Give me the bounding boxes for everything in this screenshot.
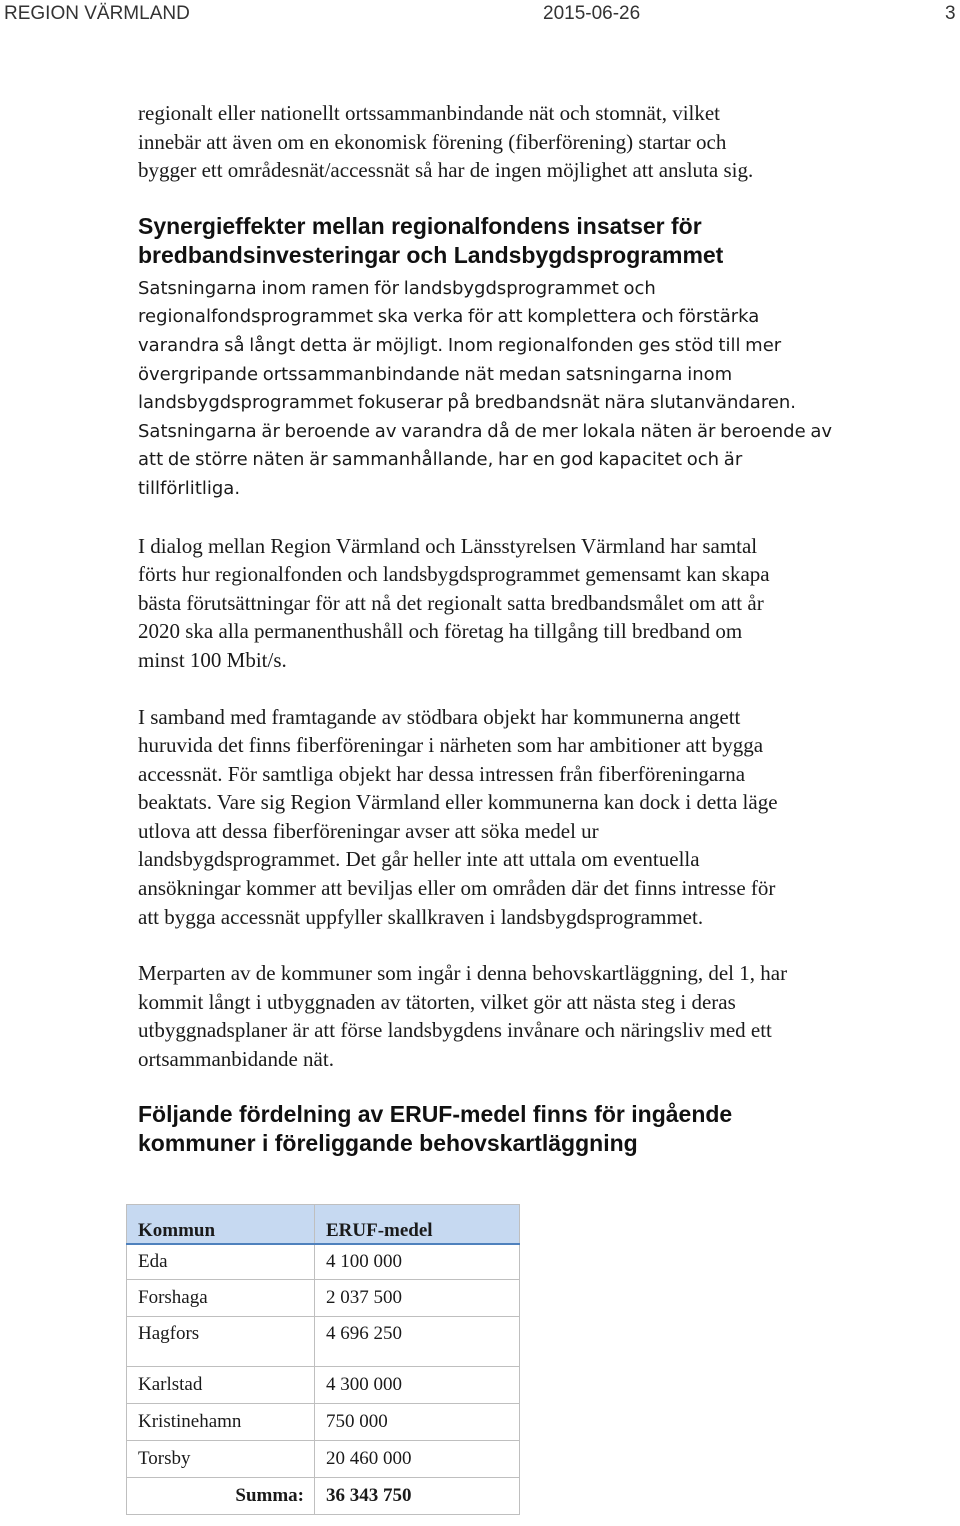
text-line: I dialog mellan Region Värmland och Länsstyrelsen Värmland har samtal bbox=[138, 533, 758, 558]
text-line: att bygga accessnät uppfyller skallkraven i landsbygdsprogrammet. bbox=[138, 904, 704, 929]
section-heading-synergies bbox=[138, 212, 928, 270]
header-page-number: 3 bbox=[945, 3, 956, 24]
table-row bbox=[127, 1280, 520, 1317]
text-line: landsbygdsprogrammet fokuserar på bredbandsnät nära slutanvändaren. bbox=[138, 392, 797, 414]
eruf-table bbox=[126, 1204, 520, 1515]
text-line: beaktats. Vare sig Region Värmland eller kommunerna kan dock i detta läge bbox=[138, 790, 778, 815]
page-header bbox=[0, 0, 960, 30]
column-header-kommun: Kommun bbox=[127, 1205, 315, 1245]
text-line: huruvida det finns fiberföreningar i närheten som har ambitioner att bygga bbox=[138, 733, 764, 758]
text-line: varandra så långt detta är möjligt. Inom regionalfonden ges stöd till mer bbox=[138, 334, 782, 356]
text-line: bästa förutsättningar för att nå det regionalt satta bredbandsmålet om att år bbox=[138, 590, 764, 615]
text-line: Satsningarna inom ramen för landsbygdsprogrammet och bbox=[138, 277, 656, 299]
dialog-paragraph bbox=[138, 532, 928, 675]
cell-kommun: Forshaga bbox=[127, 1280, 315, 1317]
heading-line: kommuner i föreliggande behovskartläggning bbox=[138, 1129, 638, 1156]
text-line: tillförlitliga. bbox=[138, 477, 241, 499]
text-line: utbyggnadsplaner är att förse landsbygdens invånare och näringsliv med ett bbox=[138, 1018, 772, 1043]
cell-medel: 750 000 bbox=[315, 1404, 520, 1441]
cell-kommun: Kristinehamn bbox=[127, 1404, 315, 1441]
table-sum-row bbox=[127, 1478, 520, 1515]
document-body bbox=[138, 99, 928, 1158]
text-line: I samband med framtagande av stödbara objekt har kommunerna angett bbox=[138, 704, 741, 729]
text-line: bygger ett områdesnät/accessnät så har de ingen möjlighet att ansluta sig. bbox=[138, 158, 754, 183]
header-organization: REGION VÄRMLAND bbox=[4, 3, 190, 24]
text-line: ortsammanbidande nät. bbox=[138, 1047, 334, 1072]
sum-label: Summa: bbox=[127, 1478, 315, 1515]
text-line: regionalfondsprogrammet ska verka för att komplettera och förstärka bbox=[138, 306, 760, 328]
table-row bbox=[127, 1404, 520, 1441]
cell-medel: 20 460 000 bbox=[315, 1441, 520, 1478]
text-line: 2020 ska alla permanenthushåll och företag ha tillgång till bredband om bbox=[138, 619, 743, 644]
cell-kommun: Eda bbox=[127, 1244, 315, 1280]
cell-medel: 2 037 500 bbox=[315, 1280, 520, 1317]
cell-medel: 4 100 000 bbox=[315, 1244, 520, 1280]
table-row bbox=[127, 1441, 520, 1478]
heading-line: bredbandsinvesteringar och Landsbygdsprogrammet bbox=[138, 241, 724, 268]
cell-medel: 4 300 000 bbox=[315, 1367, 520, 1404]
cell-kommun: Torsby bbox=[127, 1441, 315, 1478]
text-line: landsbygdsprogrammet. Det går heller inte att uttala om eventuella bbox=[138, 847, 700, 872]
table-row bbox=[127, 1367, 520, 1404]
merparten-paragraph bbox=[138, 959, 928, 1073]
column-header-eruf-medel: ERUF-medel bbox=[315, 1205, 520, 1245]
intro-paragraph bbox=[138, 99, 928, 185]
table-header-row bbox=[127, 1205, 520, 1245]
cell-kommun: Hagfors bbox=[127, 1317, 315, 1367]
eruf-table-container bbox=[126, 1204, 520, 1515]
samband-paragraph bbox=[138, 703, 928, 932]
text-line: Merparten av de kommuner som ingår i denna behovskartläggning, del 1, har bbox=[138, 961, 788, 986]
text-line: ansökningar kommer att beviljas eller om områden där det finns intresse för bbox=[138, 876, 776, 901]
section-heading-eruf bbox=[138, 1100, 928, 1158]
header-date: 2015-06-26 bbox=[543, 3, 641, 24]
text-line: innebär att även om en ekonomisk förening (fiberförening) startar och bbox=[138, 129, 727, 154]
table-row bbox=[127, 1317, 520, 1367]
text-line: kommit långt i utbyggnaden av tätorten, vilket gör att nästa steg i deras bbox=[138, 989, 736, 1014]
text-line: övergripande ortssammanbindande nät medan satsningarna inom bbox=[138, 363, 733, 385]
text-line: minst 100 Mbit/s. bbox=[138, 647, 287, 672]
text-line: accessnät. För samtliga objekt har dessa intressen från fiberföreningarna bbox=[138, 761, 746, 786]
cell-kommun: Karlstad bbox=[127, 1367, 315, 1404]
heading-line: Följande fördelning av ERUF-medel finns för ingående bbox=[138, 1100, 733, 1127]
table-row bbox=[127, 1244, 520, 1280]
text-line: att de större näten är sammanhållande, har en god kapacitet och är bbox=[138, 449, 743, 471]
text-line: förts hur regionalfonden och landsbygdsprogrammet gemensamt kan skapa bbox=[138, 562, 770, 587]
text-line: regionalt eller nationellt ortssammanbindande nät och stomnät, vilket bbox=[138, 101, 721, 125]
text-line: utlova att dessa fiberföreningar avser att söka medel ur bbox=[138, 818, 599, 843]
sum-value: 36 343 750 bbox=[315, 1478, 520, 1515]
text-line: Satsningarna är beroende av varandra då de mer lokala näten är beroende av bbox=[138, 420, 833, 442]
cell-medel: 4 696 250 bbox=[315, 1317, 520, 1367]
heading-line: Synergieffekter mellan regionalfondens insatser för bbox=[138, 212, 702, 239]
synergies-paragraph bbox=[138, 275, 928, 504]
